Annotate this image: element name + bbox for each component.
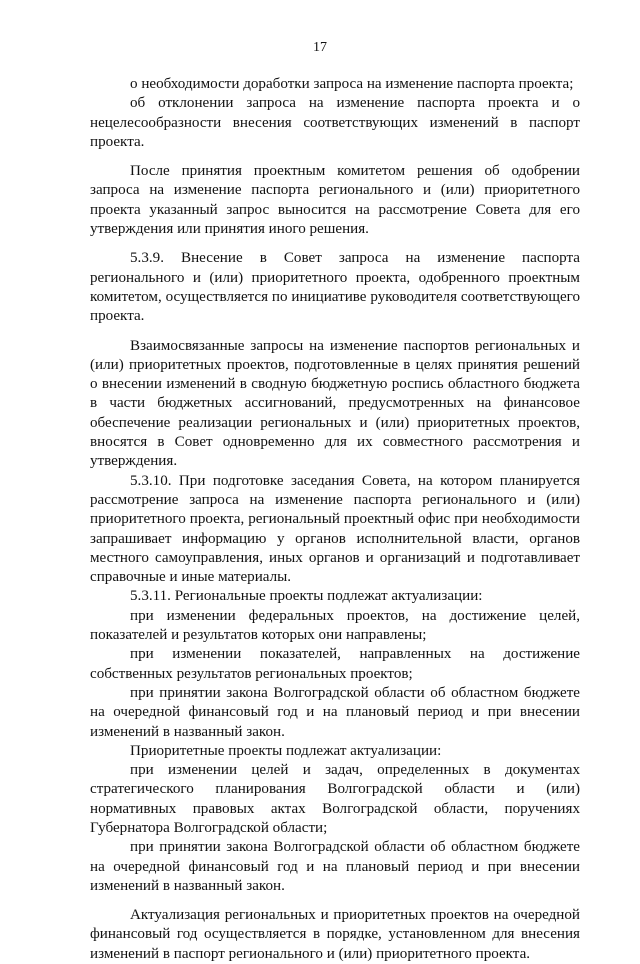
paragraph: при принятии закона Волгоградской области об областном бюджете на очередной финансовый год и на плановый период и при внесении изменений в названный закон. [90, 839, 580, 894]
paragraph: 5.3.9. Внесение в Совет запроса на изменение паспорта регионального и (или) приоритетного проекта, одобренного проектным комитетом, осуществляется по инициативе руководителя соответствующего проекта. [90, 250, 580, 325]
paragraph: при принятии закона Волгоградской области об областном бюджете на очередной финансовый год и на плановый период и при внесении изменений в названный закон. [90, 684, 580, 740]
paragraph: Актуализация региональных и приоритетных проектов на очередной финансовый год осуществляется в порядке, установленном для внесения изменений в паспорт регионального и (или) приоритетного проекта. [90, 907, 580, 962]
paragraph: об отклонении запроса на изменение паспорта проекта и о нецелесообразности внесения соответствующих изменений в паспорт проекта. [90, 95, 580, 150]
page-number: 17 [313, 40, 327, 55]
paragraph: Приоритетные проекты подлежат актуализации: [130, 742, 442, 759]
paragraph: при изменении федеральных проектов, на достижение целей, показателей и результатов которых они направлены; [90, 607, 580, 644]
paragraph: После принятия проектным комитетом решения об одобрении запроса на изменение паспорта регионального и (или) приоритетного проекта указанный запрос выносится на рассмотрение Совета для его утверждения или принятия иного решения. [90, 163, 580, 238]
paragraph: при изменении целей и задач, определенных в документах стратегического планирования Волгоградской области и (или) нормативных правовых актах Волгоградской области, поручениях Губернатора Волгоградской области; [90, 762, 580, 836]
document-body [90, 75, 580, 964]
paragraph: Взаимосвязанные запросы на изменение паспортов региональных и (или) приоритетных проектов, подготовленные в целях принятия решений о внесении изменений в сводную бюджетную роспись областного бюджета в части бюджетных ассигнований, предусмотренных на финансовое обеспечение реализации региональных и (или) приоритетных проектов, вносятся в Совет одновременно для их совместного рассмотрения и утверждения. [90, 337, 580, 470]
paragraph: при изменении показателей, направленных на достижение собственных результатов региональных проектов; [90, 646, 580, 682]
paragraph: о необходимости доработки запроса на изменение паспорта проекта; [130, 76, 574, 92]
paragraph: 5.3.10. При подготовке заседания Совета, на котором планируется рассмотрение запроса на изменение паспорта регионального и (или) приоритетного проекта, региональный проектный офис при необходимости запрашивает информацию у органов исполнительной власти, органов местного самоуправления, иных органов и организаций и подготавливает справочные и иные материалы. [90, 472, 580, 586]
paragraph: 5.3.11. Региональные проекты подлежат актуализации: [130, 588, 483, 605]
